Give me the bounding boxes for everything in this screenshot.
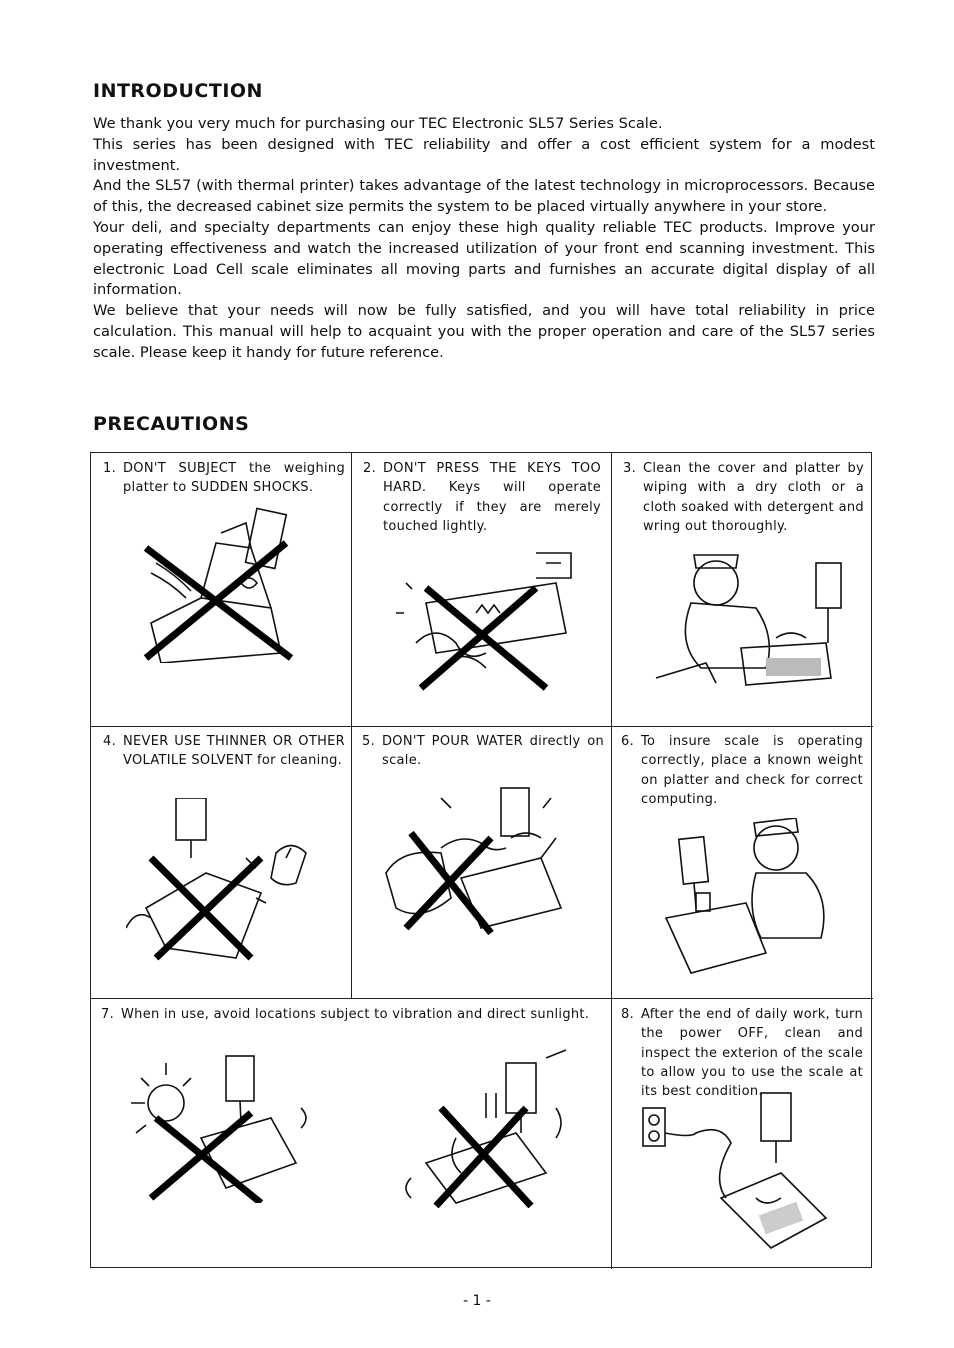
item-number: 7. <box>101 1007 115 1022</box>
sunlight-illustration <box>121 1048 321 1203</box>
intro-paragraph: We thank you very much for purchasing our TEC Electronic SL57 Series Scale. <box>93 115 663 132</box>
item-text: After the end of daily work, turn the power OFF, clean and inspect the exterion of the scale to allow you to use the scale at its best condition. <box>641 1007 863 1100</box>
key-press-illustration <box>386 543 576 693</box>
item-text: To insure scale is operating correctly, place a known weight on platter and check for correct computing. <box>641 734 863 807</box>
precautions-heading: PRECAUTIONS <box>93 413 250 435</box>
item-number: 4. <box>103 734 117 749</box>
item-text: Clean the cover and platter by wiping with a dry cloth or a cloth soaked with detergent and wring out thoroughly. <box>643 461 864 534</box>
item-text: When in use, avoid locations subject to vibration and direct sunlight. <box>121 1007 590 1022</box>
item-number: 3. <box>623 461 637 476</box>
item-number: 6. <box>621 734 635 749</box>
item-number: 5. <box>362 734 376 749</box>
vibration-illustration <box>396 1048 586 1208</box>
intro-paragraph: And the SL57 (with thermal printer) takes advantage of the latest technology in microprocessors. Because of this, the decreased cabinet size permits the system to be placed virtually anywhere in your store. <box>93 177 875 216</box>
page-number: - 1 - <box>463 1293 491 1309</box>
item-number: 2. <box>363 461 377 476</box>
cleaning-illustration <box>646 543 856 698</box>
power-off-illustration <box>641 1088 851 1258</box>
item-text: NEVER USE THINNER OR OTHER VOLATILE SOLVENT for cleaning. <box>123 734 345 769</box>
thinner-illustration <box>126 798 326 963</box>
item-text: DON'T POUR WATER directly on scale. <box>382 734 604 769</box>
weight-check-illustration <box>646 818 856 978</box>
item-number: 1. <box>103 461 117 476</box>
shock-scale-illustration <box>131 503 301 663</box>
water-pour-illustration <box>381 778 581 938</box>
grid-divider <box>611 453 612 1269</box>
grid-divider <box>91 998 873 999</box>
precautions-grid <box>90 452 872 1268</box>
grid-divider <box>91 726 873 727</box>
item-text: DON'T PRESS THE KEYS TOO HARD. Keys will operate correctly if they are merely touched lightly. <box>383 461 601 534</box>
intro-paragraph: This series has been designed with TEC reliability and offer a cost efficient system for a modest investment. <box>93 135 875 174</box>
introduction-heading: INTRODUCTION <box>93 80 263 102</box>
item-number: 8. <box>621 1007 635 1022</box>
item-text: DON'T SUBJECT the weighing platter to SUDDEN SHOCKS. <box>123 461 345 496</box>
intro-paragraph: Your deli, and specialty departments can enjoy these high quality reliable TEC products. Improve your operating effectiveness and watch the increased utilization of your front end scanning investment. This electronic Load Cell scale eliminates all moving parts and furnishes an accurate digital display of all information. <box>93 218 875 299</box>
intro-paragraph: We believe that your needs will now be fully satisfied, and you will have total reliability in price calculation. This manual will help to acquaint you with the proper operation and care of the SL57 series scale. Please keep it handy for future reference. <box>93 302 875 361</box>
introduction-body <box>93 114 875 364</box>
